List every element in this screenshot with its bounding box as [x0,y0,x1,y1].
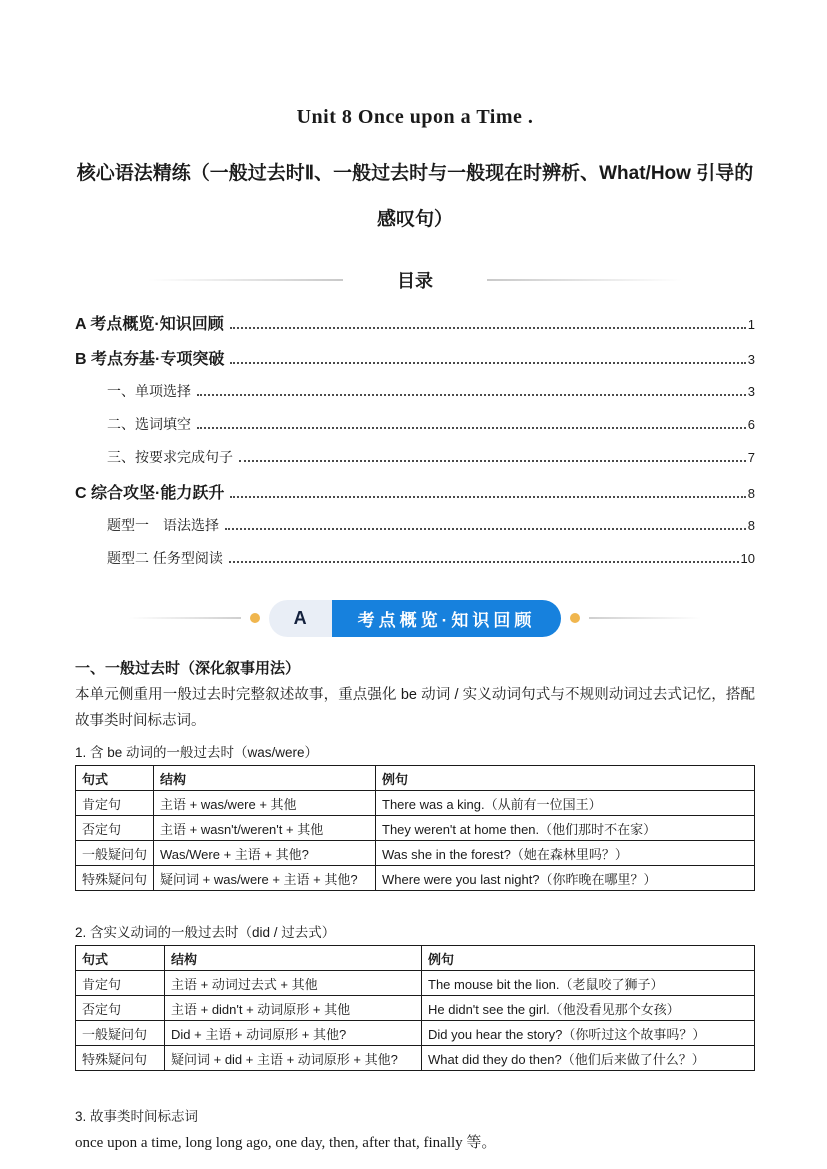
toc-heading-row [75,267,755,293]
table-header-row [76,946,755,971]
toc-dot-leader [230,327,746,329]
doc-subtitle: 核心语法精练（一般过去时Ⅱ、一般过去时与一般现在时辨析、What/How 引导的感叹句） [76,163,754,230]
table-cell: Did + 主语 + 动词原形 + 其他? [165,1021,422,1046]
toc-item-label: 一、单项选择 [107,383,191,399]
toc-item[interactable] [75,507,755,540]
table-cell: 主语 + didn't + 动词原形 + 其他 [165,996,422,1021]
toc-dot-leader [239,460,746,462]
toc-dot-leader [197,427,746,429]
toc-item-label: 三、按要求完成句子 [107,449,233,465]
toc-page-number: 8 [747,486,755,501]
toc-rule-left [148,279,343,281]
table-row [76,791,755,816]
table-header-cell: 例句 [376,766,755,791]
toc-item-label: 题型一 语法选择 [107,517,219,533]
badge-letter: A [269,600,332,637]
point2-label: 2. 含实义动词的一般过去时（did / 过去式） [75,925,336,940]
table-cell: 特殊疑问句 [76,1046,165,1071]
toc-item[interactable] [75,439,755,472]
table-cell: There was a king.（从前有一位国王） [376,791,755,816]
table-cell: 主语 + 动词过去式 + 其他 [165,971,422,996]
toc-item-label: 二、选词填空 [107,416,191,432]
toc-page-number: 7 [747,450,755,465]
table-row [76,996,755,1021]
toc-item[interactable] [75,540,755,573]
toc-item[interactable] [75,472,755,507]
toc-dot-leader [225,528,746,530]
time-markers-line: once upon a time, long long ago, one day, then, after that, finally 等。 [75,1135,497,1151]
table-cell: Was she in the forest?（她在森林里吗？） [376,841,755,866]
table-row [76,971,755,996]
toc-dot-leader [229,561,739,563]
table-cell: 主语 + wasn't/weren't + 其他 [154,816,376,841]
table-cell: 疑问词 + was/were + 主语 + 其他? [154,866,376,891]
toc-dot-leader [197,394,746,396]
action-verb-past-table [75,945,755,1071]
point3-label: 3. 故事类时间标志词 [75,1109,199,1124]
toc-item[interactable] [75,373,755,406]
toc-dot-leader [230,496,745,498]
table-cell: 主语 + was/were + 其他 [154,791,376,816]
toc-item-label: A 考点概览·知识回顾 [75,316,224,333]
table-cell: They weren't at home then.（他们那时不在家） [376,816,755,841]
table-row [76,1021,755,1046]
toc-item-label: 题型二 任务型阅读 [107,550,223,566]
table-header-cell: 句式 [76,946,165,971]
badge-label: 考点概览·知识回顾 [332,600,562,637]
toc-page-number: 8 [747,518,755,533]
table-cell: 特殊疑问句 [76,866,154,891]
gold-dot-icon [250,613,260,623]
table-cell: Was/Were + 主语 + 其他? [154,841,376,866]
table-cell: 一般疑问句 [76,841,154,866]
toc-item[interactable] [75,406,755,439]
table-cell: What did they do then?（他们后来做了什么？） [422,1046,755,1071]
table-header-row [76,766,755,791]
toc-page-number: 6 [747,417,755,432]
toc-page-number: 3 [747,384,755,399]
table-header-cell: 结构 [154,766,376,791]
be-verb-past-table [75,765,755,891]
table-cell: He didn't see the girl.（他没看见那个女孩） [422,996,755,1021]
table-cell: Did you hear the story?（你听过这个故事吗？） [422,1021,755,1046]
table-header-cell: 句式 [76,766,154,791]
table-row [76,816,755,841]
toc-item-label: B 考点夯基·专项突破 [75,351,225,368]
doc-title: Unit 8 Once upon a Time . [296,106,534,128]
table-row [76,866,755,891]
table-cell: Where were you last night?（你昨晚在哪里？） [376,866,755,891]
toc-heading: 目录 [397,271,433,291]
toc-item-label: C 综合攻坚·能力跃升 [75,485,225,502]
toc-dot-leader [230,362,745,364]
banner-line-right [589,617,701,619]
section-a-banner [75,599,755,637]
toc-page-number: 10 [740,551,755,566]
table-row [76,841,755,866]
toc-rule-right [487,279,682,281]
section-a-badge [269,600,562,637]
toc-page-number: 1 [747,317,755,332]
table-row [76,1046,755,1071]
toc-item[interactable] [75,338,755,373]
table-header-cell: 结构 [165,946,422,971]
toc-list [75,303,755,573]
toc-item[interactable] [75,303,755,338]
section-heading: 一、一般过去时（深化叙事用法） [75,660,301,677]
point1-label: 1. 含 be 动词的一般过去时（was/were） [75,745,319,760]
section-intro: 本单元侧重用一般过去时完整叙述故事，重点强化 be 动词 / 实义动词句式与不规则动词过去式记忆，搭配故事类时间标志词。 [75,687,755,729]
table-cell: 否定句 [76,996,165,1021]
banner-line-left [129,617,241,619]
table-cell: 疑问词 + did + 主语 + 动词原形 + 其他? [165,1046,422,1071]
table-cell: The mouse bit the lion.（老鼠咬了狮子） [422,971,755,996]
table-cell: 否定句 [76,816,154,841]
table-header-cell: 例句 [422,946,755,971]
gold-dot-icon [570,613,580,623]
table-cell: 一般疑问句 [76,1021,165,1046]
table-cell: 肯定句 [76,791,154,816]
table-cell: 肯定句 [76,971,165,996]
toc-page-number: 3 [747,352,755,367]
